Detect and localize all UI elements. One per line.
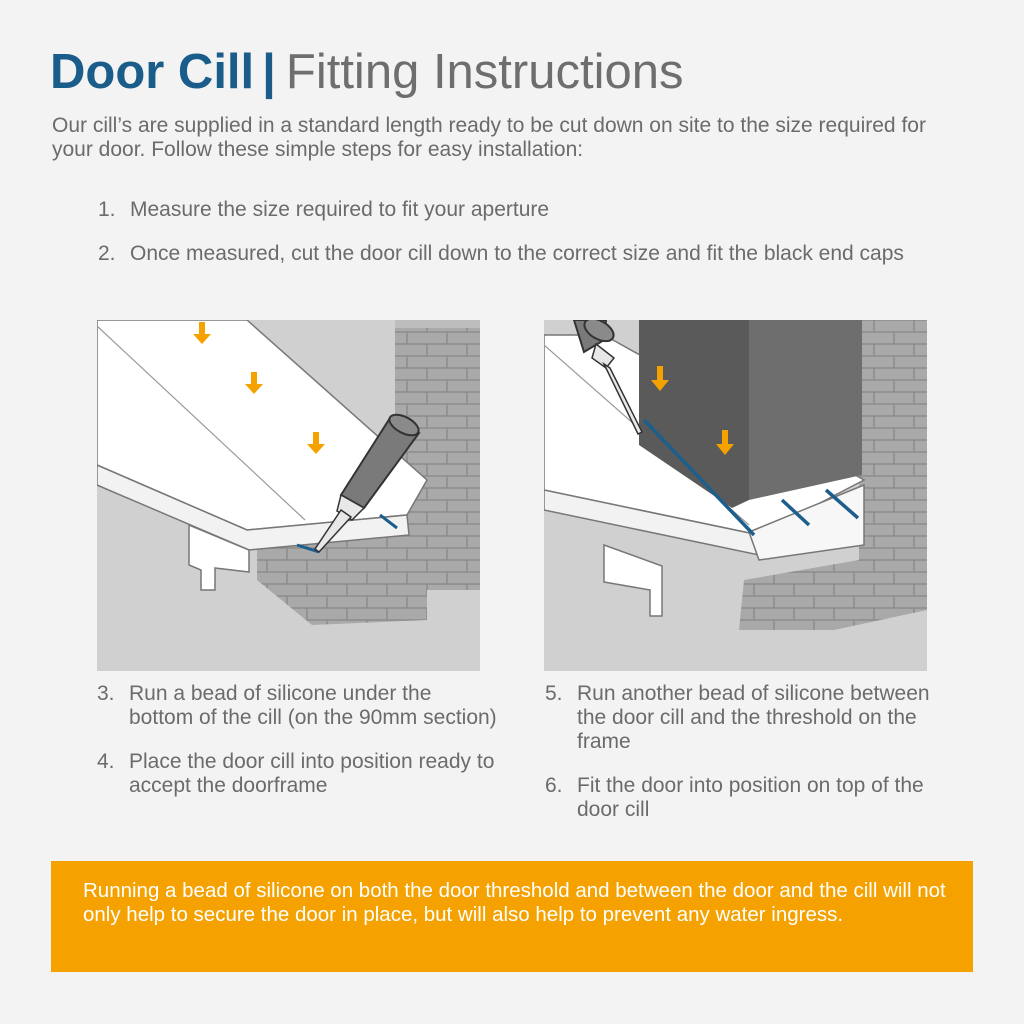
step-1	[98, 198, 958, 222]
title-light: Fitting Instructions	[285, 45, 684, 99]
step-3	[97, 682, 497, 730]
steps-list-top	[98, 198, 958, 286]
step-text: Measure the size required to fit your aperture	[130, 198, 550, 221]
title-bold: Door Cill	[50, 45, 255, 99]
intro-paragraph: Our cill’s are supplied in a standard length ready to be cut down on site to the size required for your door. Follow these simple steps for easy installation:	[52, 114, 926, 161]
silicone-under-cill-illustration	[97, 320, 480, 671]
door-on-cill-illustration	[544, 320, 927, 671]
steps-list-left	[97, 682, 497, 818]
step-number: 5.	[545, 682, 563, 705]
step-2	[98, 242, 958, 266]
step-number: 6.	[545, 774, 563, 797]
door-frame-front	[749, 320, 862, 500]
step-number: 2.	[98, 242, 116, 265]
step-text: Fit the door into position on top of the door cill	[577, 774, 924, 821]
brick-base	[739, 560, 927, 630]
step-number: 4.	[97, 750, 115, 773]
step-text: Run another bead of silicone between the door cill and the threshold on the frame	[577, 682, 930, 753]
step-text: Run a bead of silicone under the bottom of the cill (on the 90mm section)	[129, 682, 497, 729]
step-5	[545, 682, 945, 754]
illustration-2-svg	[544, 320, 927, 671]
step-4	[97, 750, 497, 798]
title-separator: |	[262, 45, 276, 99]
step-text: Place the door cill into position ready to accept the doorframe	[129, 750, 495, 797]
steps-list-right	[545, 682, 945, 842]
step-number: 3.	[97, 682, 115, 705]
step-text: Once measured, cut the door cill down to the correct size and fit the black end caps	[130, 242, 904, 265]
step-6	[545, 774, 945, 822]
illustration-1-svg	[97, 320, 480, 671]
note-banner	[51, 861, 973, 972]
cill-profile	[604, 545, 662, 616]
step-number: 1.	[98, 198, 116, 221]
brick-wall	[859, 320, 927, 600]
note-text: Running a bead of silicone on both the door threshold and between the door and the cill will not only help to secure the door in place, but will also help to prevent any water ingress.	[83, 879, 946, 926]
page-title	[50, 42, 684, 102]
